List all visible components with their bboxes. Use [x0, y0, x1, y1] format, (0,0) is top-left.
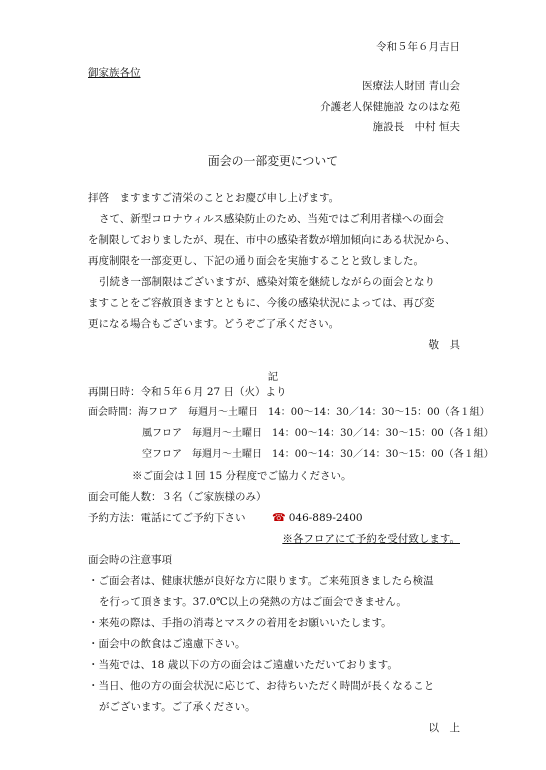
closing-keigu: 敬 具 — [428, 339, 460, 351]
sender-director: 施設長 中村 恒夫 — [372, 121, 460, 133]
letter-date: 令和５年６月吉日 — [376, 41, 460, 53]
addressee: 御家族各位 — [88, 67, 141, 79]
sender-organization: 医療法人財団 青山会 — [362, 80, 460, 92]
greeting-line: 拝啓 ますますご清栄のこととお慶び申し上げます。 — [88, 192, 340, 204]
body-paragraph-line: 更になる場合もございます。どうぞご了承ください。 — [88, 318, 340, 330]
body-paragraph-line: 再度制限を一部変更し、下記の通り面会を実施することと致しました。 — [88, 255, 424, 267]
note-item: ・ご面会者は、健康状態が良好な方に限ります。ご来苑頂きましたら検温 — [88, 575, 434, 587]
note-item: ・来苑の際は、手指の消毒とマスクの着用をお願いいたします。 — [88, 617, 392, 629]
visit-hours-umi: 面会時間：海フロア 毎週月～土曜日 14：00～14：30／14：30～15：00（各１組） — [88, 407, 490, 418]
body-paragraph-line: 引続き一部制限はございますが、感染対策を継続しながらの面会となり — [99, 276, 435, 288]
letter-title: 面会の一部変更について — [207, 154, 339, 168]
phone-number — [272, 511, 363, 525]
telephone-icon: ☎ — [272, 511, 286, 524]
closing-ijou: 以 上 — [428, 722, 460, 734]
visit-hours-sora: 空フロア 毎週月～土曜日 14：00～14：30／14：30～15：00（各１組） — [142, 449, 494, 460]
note-item: ・当苑では、18 歳以下の方の面会はご遠慮いただいております。 — [88, 659, 398, 671]
visit-hours-kaze: 風フロア 毎週月～土曜日 14：00～14：30／14：30～15：00（各１組） — [142, 428, 494, 439]
reservation-method: 予約方法：電話にてご予約下さい — [88, 512, 246, 524]
note-item: ・当日、他の方の面会状況に応じて、お待ちいただく時間が長くなること — [88, 680, 435, 692]
sender-facility: 介護老人保健施設 なのはな苑 — [320, 101, 460, 113]
body-paragraph-line: さて、新型コロナウィルス感染防止のため、当苑ではご利用者様への面会 — [99, 213, 444, 225]
phone-number-text: 046-889-2400 — [288, 512, 363, 524]
note-item-continuation: がございます。ご了承ください。 — [99, 701, 256, 713]
ki-heading: 記 — [267, 371, 279, 383]
duration-note: ※ご面会は１回 15 分程度でご協力ください。 — [132, 470, 352, 482]
notes-heading: 面会時の注意事項 — [88, 554, 172, 566]
restart-date: 再開日時：令和５年６月 27 日（火）より — [88, 386, 287, 398]
body-paragraph-line: を制限しておりましたが、現在、市中の感染者数が増加傾向にある状況から、 — [88, 234, 456, 246]
body-paragraph-line: ますことをご容赦頂きますとともに、今後の感染状況によっては、再び変 — [88, 297, 435, 309]
visitor-capacity: 面会可能人数：３名（ご家族様のみ） — [88, 491, 267, 503]
note-item-continuation: を行って頂きます。37.0℃以上の発熱の方はご面会できません。 — [99, 596, 407, 608]
reservation-note: ※各フロアにて予約を受付致します。 — [282, 533, 460, 545]
note-item: ・面会中の飲食はご遠慮下さい。 — [88, 638, 246, 650]
